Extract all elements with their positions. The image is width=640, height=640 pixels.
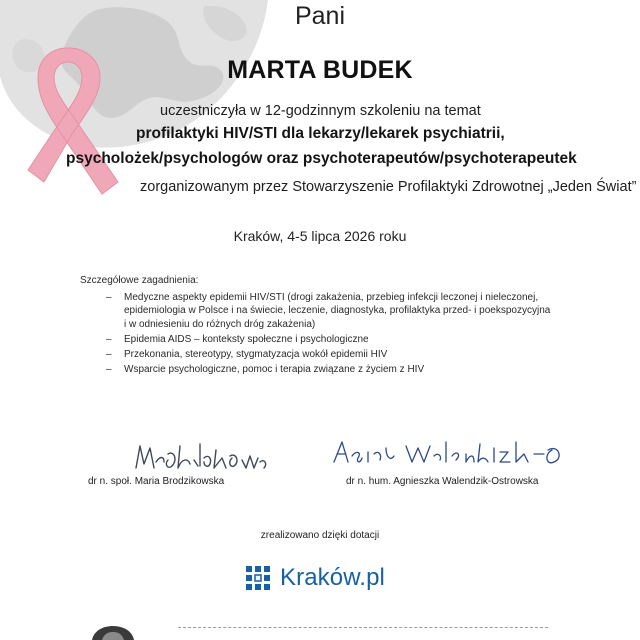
detailed-topics <box>80 274 600 378</box>
list-bullet: – <box>106 349 112 361</box>
list-item <box>80 333 600 346</box>
krakow-logo-icon <box>244 564 272 592</box>
place-and-date: Kraków, 4-5 lipca 2026 roku <box>233 228 407 244</box>
list-item-line: Epidemia AIDS – konteksty społeczne i psychologiczne <box>124 333 369 345</box>
funding-note: zrealizowano dzięki dotacji <box>260 530 380 541</box>
list-item-line: epidemiologia w Polsce i na świecie, leczenie, diagnostyka, profilaktyka przed- i poekspozycyjna <box>124 305 551 317</box>
list-item-line: i w odniesieniu do różnych dróg zakażenia) <box>124 318 316 330</box>
training-intro: uczestniczyła w 12-godzinnym szkoleniu na temat <box>160 103 481 119</box>
signature-brodzikowska <box>130 440 270 476</box>
sponsor-logo <box>244 563 385 593</box>
list-item-line: Medyczne aspekty epidemii HIV/STI (drogi zakażenia, przebieg infekcji leczonej i nieleczonej, <box>124 292 539 304</box>
detailed-topics-title: Szczegółowe zagadnienia: <box>80 275 199 286</box>
list-item-line: Wsparcie psychologiczne, pomoc i terapia związane z życiem z HIV <box>124 364 425 376</box>
recipient-name: MARTA BUDEK <box>227 56 413 84</box>
list-bullet: – <box>106 292 112 304</box>
signature-name-walendzik-ostrowska: dr n. hum. Agnieszka Walendzik-Ostrowska <box>346 476 539 487</box>
list-bullet: – <box>106 364 112 376</box>
organization-logo-icon <box>90 626 136 640</box>
training-topic-line-2: psycholożek/psychologów oraz psychoterapeutów/psychoterapeutek <box>66 150 577 167</box>
detailed-topics-list <box>80 291 600 376</box>
training-topic-line-1: profilaktyki HIV/STI dla lekarzy/lekarek psychiatrii, <box>136 125 505 142</box>
list-bullet: – <box>106 333 112 345</box>
salutation: Pani <box>294 2 346 30</box>
bottom-divider <box>178 627 548 628</box>
list-item-line: Przekonania, stereotypy, stygmatyzacja wokół epidemii HIV <box>124 349 388 361</box>
organizer-line: zorganizowanym przez Stowarzyszenie Profilaktyki Zdrowotnej „Jeden Świat” <box>140 179 637 195</box>
list-item <box>80 348 600 361</box>
list-item <box>80 291 600 331</box>
list-item <box>80 363 600 376</box>
sponsor-name: Kraków.pl <box>280 564 385 591</box>
signature-name-brodzikowska: dr n. społ. Maria Brodzikowska <box>88 476 225 487</box>
signature-walendzik-ostrowska <box>328 436 568 472</box>
